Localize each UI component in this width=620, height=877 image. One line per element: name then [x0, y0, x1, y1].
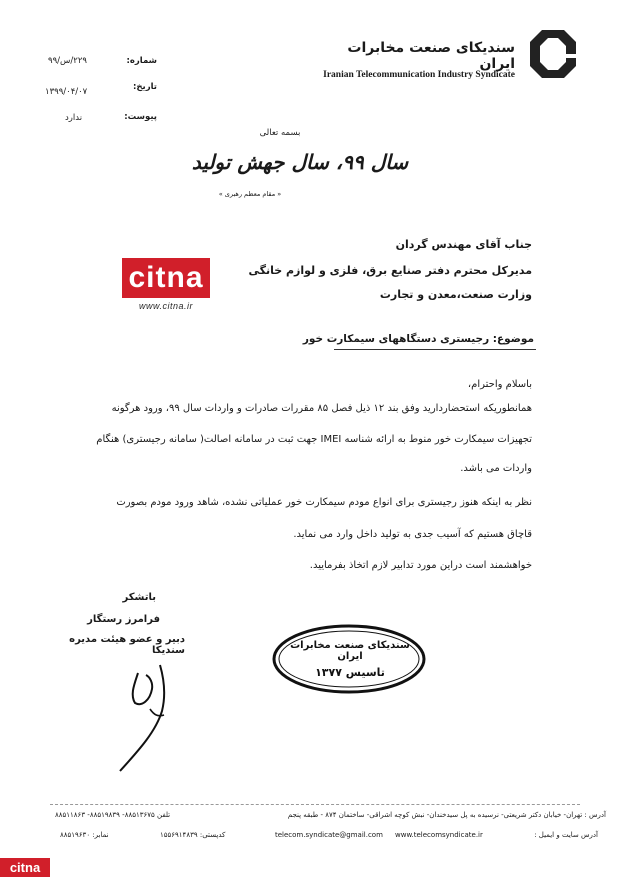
attachment-label: پیوست:: [124, 112, 157, 122]
signer-title: دبیر و عضو هیئت مدیره سندیکا: [69, 634, 185, 656]
number-label: شماره:: [126, 56, 157, 66]
number-value: ۲۲۹/س/۹۹: [48, 56, 87, 66]
slogan-attribution: « مقام معظم رهبری »: [218, 190, 282, 198]
closing: باتشکر: [122, 592, 156, 603]
footer-fax: نمابر: ۸۸۵۱۹۶۳۰: [60, 831, 109, 839]
footer-web-label: آدرس سایت و ایمیل :: [534, 831, 598, 839]
date-value: ۱۳۹۹/۰۴/۰۷: [45, 87, 88, 97]
footer-divider: [50, 804, 580, 805]
recipient-ministry: وزارت صنعت،معدن و تجارت: [379, 288, 532, 301]
paragraph-3: خواهشمند است دراین مورد تدابیر لازم اتخاذ بفرمایید.: [309, 560, 532, 571]
recipient-name: جناب آقای مهندس گردان: [395, 238, 532, 251]
paragraph-1-line-2: تجهیزات سیمکارت خور منوط به ارائه شناسه IMEI جهت ثبت در سامانه اصالت( سامانه رجیستری) هنگام: [96, 434, 532, 445]
stamp-text-established: تاسیس ۱۳۷۷: [315, 666, 385, 679]
citna-url: www.citna.ir: [138, 301, 193, 311]
footer-postal-code: کدپستی: ۱۵۵۶۹۱۴۸۳۹: [160, 831, 226, 839]
date-label: تاریخ:: [133, 82, 157, 92]
recipient-title: مدیرکل محترم دفتر صنایع برق، فلزی و لوازم خانگی: [248, 264, 532, 277]
org-name-en: Iranian Telecommunication Industry Syndicate: [323, 70, 515, 80]
syndicate-logo-icon: [528, 28, 578, 80]
footer-address: آدرس : تهران- خیابان دکتر شریعتی- نرسیده به پل سیدخندان- نبش کوچه اشراقی- ساختمان ۸۷۴ - طبقه پنجم: [287, 811, 606, 819]
footer-email[interactable]: telecom.syndicate@gmail.com: [275, 831, 383, 839]
org-name-fa: سندیکای صنعت مخابرات ایران: [347, 40, 515, 72]
slogan: سال ۹۹، سال جهش تولید: [191, 150, 409, 174]
citna-logo-text: citna: [128, 261, 204, 294]
paragraph-2-line-1: نظر به اینکه هنوز رجیستری برای انواع مودم سیمکارت خور عملیاتی نشده، شاهد ورود مودم بصورت: [116, 497, 532, 508]
subject-line: موضوع: رجیستری دستگاههای سیمکارت خور: [302, 333, 534, 345]
subject-underline: [334, 349, 536, 350]
footer-phone: تلفن ۸۸۵۱۳۶۷۵- ۸۸۵۱۹۸۳۹- ۸۸۵۱۱۸۶۳: [55, 811, 171, 819]
paragraph-2-line-2: قاچاق هستیم که آسیب جدی به تولید داخل وارد می نماید.: [293, 529, 532, 540]
bismillah: بسمه تعالی: [259, 128, 301, 138]
greeting: باسلام واحترام،: [467, 379, 532, 390]
paragraph-1-line-3: واردات می باشد.: [460, 463, 532, 474]
corner-badge-text: citna: [9, 860, 41, 875]
handwritten-signature: [90, 645, 185, 775]
footer-website[interactable]: www.telecomsyndicate.ir: [395, 831, 483, 839]
stamp-text-name: سندیکای صنعت مخابرات ایران: [290, 640, 410, 662]
attachment-value: ندارد: [65, 113, 83, 123]
signer-name: فرامرز رستگار: [87, 614, 160, 625]
paragraph-1-line-1: همانطوریکه استحضاردارید وفق بند ۱۲ ذیل فصل ۸۵ مقررات صادرات و واردات سال ۹۹، ورود هرگونه: [111, 403, 532, 414]
